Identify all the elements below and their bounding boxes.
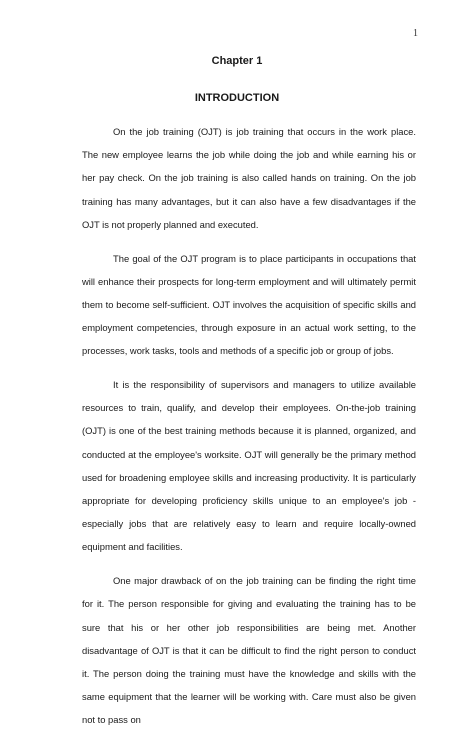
- chapter-title: Chapter 1: [211, 55, 263, 67]
- page-number: 1: [413, 28, 418, 39]
- paragraph-4: One major drawback of on the job training can be finding the right time for it. The person responsible for giving and evaluating the training has to be sure that his or her other job responsibilities are being met. Another disadvantage of OJT is that it can be difficult to find the right person to conduct it. The person doing the training must have the knowledge and skills with the same equipment that the learner will be working with. Care must also be given not to pass on: [82, 575, 416, 726]
- paragraph-3: It is the responsibility of supervisors and managers to utilize available resources to train, qualify, and develop their employees. On-the-job training (OJT) is one of the best training methods because it is planned, organized, and conducted at the employee's worksite. OJT will generally be the primary method used for broadening employee skills and increasing productivity. It is particularly appropriate for developing proficiency skills unique to an employee's job - especially jobs that are relatively easy to learn and require locally-owned equipment and facilities.: [82, 379, 416, 553]
- section-heading: INTRODUCTION: [194, 92, 280, 104]
- paragraph-1: On the job training (OJT) is job training that occurs in the work place. The new employee learns the job while doing the job and while earning his or her pay check. On the job training is also called hands on training. On the job training has many advantages, but it can also have a few disadvantages if the OJT is not properly planned and executed.: [82, 126, 416, 230]
- paragraph-2: The goal of the OJT program is to place participants in occupations that will enhance their prospects for long-term employment and will ultimately permit them to become self-sufficient. OJT involves the acquisition of specific skills and employment competencies, through exposure in an actual work setting, to the processes, work tasks, tools and methods of a specific job or group of jobs.: [82, 252, 416, 357]
- body-text: [82, 120, 416, 742]
